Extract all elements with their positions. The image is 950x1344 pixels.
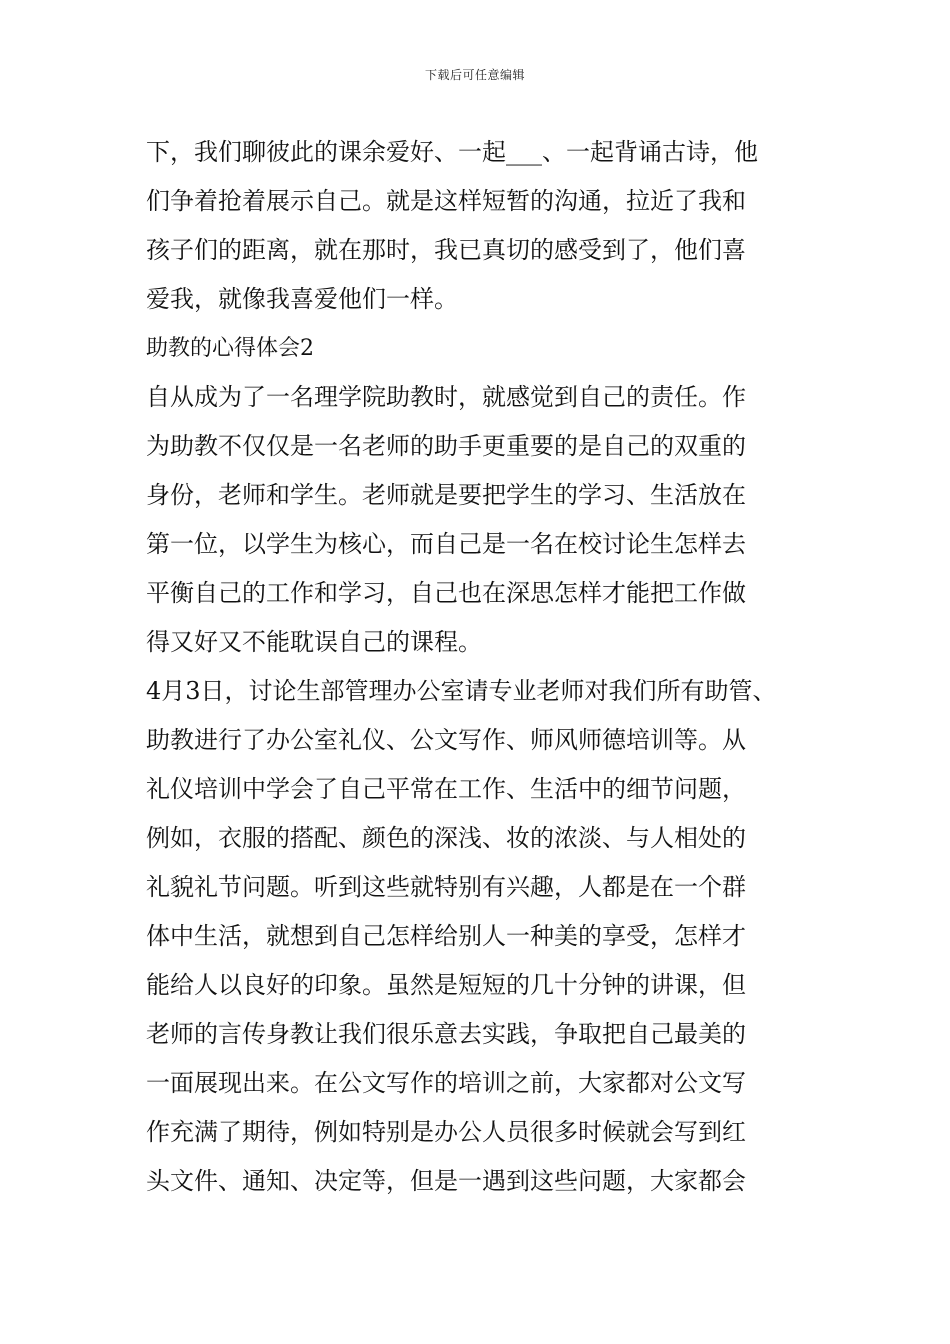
text-line: 孩子们的距离，就在那时，我已真切的感受到了，他们喜: [146, 236, 746, 264]
section-heading: 助教的心得体会2: [146, 336, 314, 361]
document-body: [146, 128, 846, 1206]
page-header: 下载后可任意编辑: [424, 68, 525, 82]
text-line: 例如，衣服的搭配、颜色的深浅、妆的浓淡、与人相处的: [146, 824, 746, 852]
text-line: 4月3日，讨论生部管理办公室请专业老师对我们所有助管、: [146, 677, 777, 705]
text-line: 为助教不仅仅是一名老师的助手更重要的是自己的双重的: [146, 432, 746, 460]
text-line: 能给人以良好的印象。虽然是短短的几十分钟的讲课，但: [146, 971, 746, 999]
text-line: 身份，老师和学生。老师就是要把学生的学习、生活放在: [146, 481, 746, 509]
text-line: 作充满了期待，例如特别是办公人员很多时候就会写到红: [146, 1118, 746, 1146]
text-line: 礼仪培训中学会了自己平常在工作、生活中的细节问题，: [146, 775, 746, 803]
text-line: 自从成为了一名理学院助教时，就感觉到自己的责任。作: [146, 383, 746, 411]
text-line: 下，我们聊彼此的课余爱好、一起___、一起背诵古诗，他: [146, 138, 758, 166]
text-line: 礼貌礼节问题。听到这些就特别有兴趣，人都是在一个群: [146, 873, 746, 901]
text-line: 平衡自己的工作和学习，自己也在深思怎样才能把工作做: [146, 579, 746, 607]
text-line: 助教进行了办公室礼仪、公文写作、师风师德培训等。从: [146, 726, 746, 754]
text-line: 一面展现出来。在公文写作的培训之前，大家都对公文写: [146, 1069, 746, 1097]
text-line: 老师的言传身教让我们很乐意去实践，争取把自己最美的: [146, 1020, 746, 1048]
text-line: 第一位，以学生为核心，而自己是一名在校讨论生怎样去: [146, 530, 746, 558]
text-line: 体中生活，就想到自己怎样给别人一种美的享受，怎样才: [146, 922, 746, 950]
text-line: 爱我，就像我喜爱他们一样。: [146, 285, 458, 313]
text-line: 得又好又不能耽误自己的课程。: [146, 628, 482, 656]
text-line: 头文件、通知、决定等，但是一遇到这些问题，大家都会: [146, 1167, 746, 1195]
text-line: 们争着抢着展示自己。就是这样短暂的沟通，拉近了我和: [146, 187, 746, 215]
